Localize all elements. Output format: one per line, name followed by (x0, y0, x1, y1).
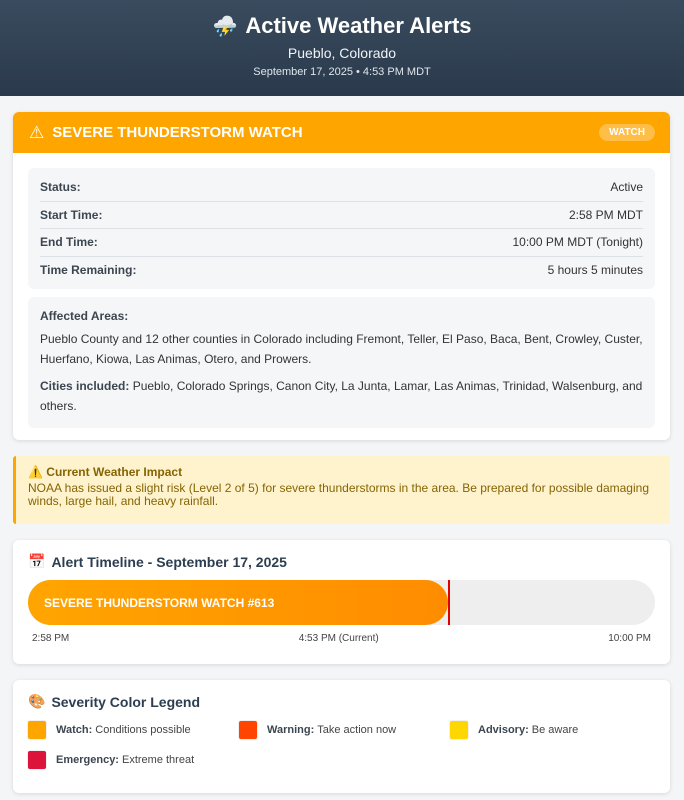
calendar-icon: 📅 (28, 554, 46, 570)
timeline-bar-label: SEVERE THUNDERSTORM WATCH #613 (44, 595, 275, 610)
timeline-labels (28, 633, 655, 644)
impact-title: Current Weather Impact (46, 465, 183, 479)
legend-desc: Extreme threat (121, 754, 195, 766)
color-swatch (28, 721, 46, 739)
current-time-marker (448, 580, 450, 625)
detail-value: Active (610, 180, 643, 195)
legend-item-watch (28, 720, 239, 740)
detail-row-end-time (40, 229, 643, 257)
color-swatch (239, 721, 257, 739)
legend-item-warning (239, 720, 450, 740)
timeline-current-label: 4:53 PM (Current) (298, 633, 379, 644)
detail-row-start-time (40, 202, 643, 230)
legend-title: Severity Color Legend (51, 694, 201, 710)
detail-row-status (40, 174, 643, 202)
warning-icon: ⚠ (29, 122, 45, 143)
palette-icon: 🎨 (28, 694, 46, 710)
alert-header (13, 112, 670, 153)
color-swatch (450, 721, 468, 739)
page-header (0, 0, 684, 96)
timeline-track (28, 580, 655, 625)
affected-areas (28, 297, 655, 428)
timeline-start-label: 2:58 PM (32, 633, 70, 644)
legend-grid (28, 720, 655, 770)
alert-type-badge: WATCH (599, 124, 655, 141)
affected-areas-text: Pueblo County and 12 other counties in Colorado including Fremont, Teller, El Paso, Baca, Bent, Crowley, Custer, Huerfano, Kiowa, Las Animas, Otero, and Prowers. (40, 332, 643, 366)
detail-label: Time Remaining: (40, 262, 137, 277)
page-title: Active Weather Alerts (245, 13, 472, 38)
legend-desc: Take action now (317, 724, 397, 736)
weather-impact-banner (13, 456, 670, 524)
detail-value: 5 hours 5 minutes (547, 262, 643, 277)
affected-areas-heading: Affected Areas: (40, 309, 129, 323)
legend-name: Emergency: (56, 754, 119, 766)
legend-desc: Conditions possible (95, 724, 191, 736)
page-title-row (0, 12, 684, 40)
timeline-progress-bar[interactable] (28, 580, 448, 625)
timeline-heading (28, 554, 655, 570)
detail-row-time-remaining (40, 257, 643, 284)
thunderstorm-cloud-icon: ⛈️ (212, 14, 238, 38)
color-swatch (28, 751, 46, 769)
alert-details (28, 168, 655, 289)
severity-legend-card (13, 680, 670, 793)
legend-item-advisory (450, 720, 661, 740)
detail-value: 2:58 PM MDT (568, 207, 643, 222)
impact-text: NOAA has issued a slight risk (Level 2 of 5) for severe thunderstorms in the area. Be prepared for possible damaging winds, large hail, and heavy rainfall. (28, 481, 649, 508)
timeline-end-label: 10:00 PM (608, 633, 651, 644)
cities-text: Pueblo, Colorado Springs, Canon City, La Junta, Lamar, Las Animas, Trinidad, Walsenburg, and others. (40, 379, 643, 413)
impact-heading (28, 466, 658, 479)
detail-label: Status: (40, 180, 81, 195)
legend-name: Watch: (56, 724, 93, 736)
cities-label: Cities included: (40, 379, 130, 393)
alert-card (13, 112, 670, 440)
legend-name: Advisory: (478, 724, 529, 736)
cities-included (40, 376, 643, 416)
legend-heading (28, 694, 655, 710)
alert-timeline-card (13, 540, 670, 664)
warning-icon: ⚠️ (28, 465, 43, 479)
timestamp-label: September 17, 2025 • 4:53 PM MDT (253, 66, 431, 78)
detail-label: End Time: (40, 235, 98, 250)
location-label: Pueblo, Colorado (287, 45, 397, 61)
detail-label: Start Time: (40, 207, 103, 222)
detail-value: 10:00 PM MDT (Tonight) (512, 235, 643, 250)
legend-desc: Be aware (531, 724, 579, 736)
legend-item-emergency (28, 750, 239, 770)
legend-name: Warning: (267, 724, 315, 736)
timeline-title: Alert Timeline - September 17, 2025 (51, 554, 287, 570)
alert-title: SEVERE THUNDERSTORM WATCH (52, 124, 303, 141)
